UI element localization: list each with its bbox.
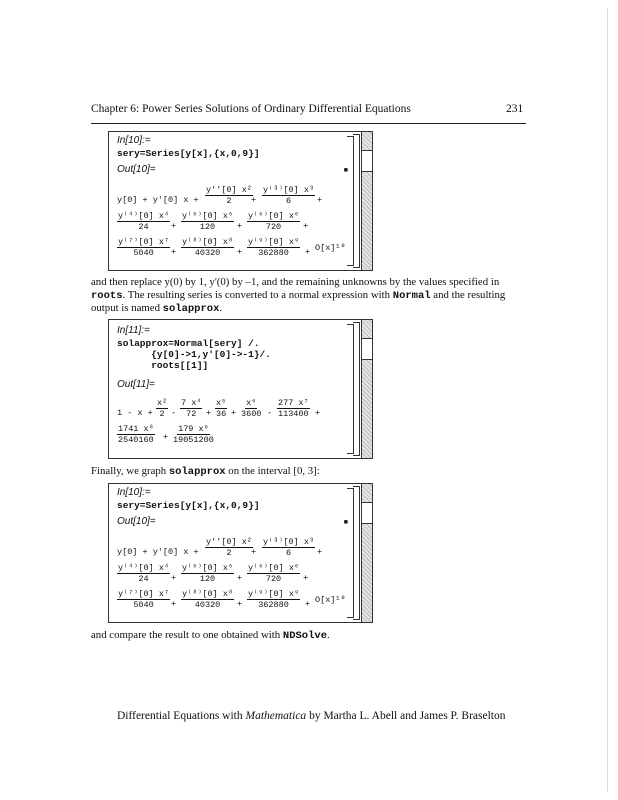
plus-sign: + [303, 573, 309, 583]
input-code-line-1[interactable]: solapprox=Normal[sery] /. [117, 338, 260, 349]
order-term: O[x]¹⁰ [315, 595, 346, 605]
term-denominator: 72 [186, 409, 197, 419]
plus-sign: + [237, 573, 243, 583]
group-bracket[interactable] [353, 486, 360, 620]
term-denominator: 720 [265, 222, 282, 232]
out-label: Out[10]= [117, 164, 156, 175]
code-normal: Normal [392, 289, 431, 302]
text-run: . [327, 629, 330, 641]
plus-sign: + [305, 599, 311, 609]
term-numerator: y⁽³⁾[0] x³ [263, 185, 315, 195]
term-numerator: x² [157, 398, 168, 408]
term-denominator: 2 [159, 409, 165, 419]
term-numerator: y⁽⁶⁾[0] x⁶ [248, 563, 300, 573]
term-numerator: 1741 x⁸ [118, 424, 154, 434]
term-denominator: 6 [285, 196, 292, 206]
order-term: O[x]¹⁰ [315, 243, 346, 253]
input-code[interactable]: sery=Series[y[x],{x,0,9}] [117, 500, 260, 511]
series-term [181, 563, 234, 584]
input-code-line-3[interactable]: roots[[1]] [117, 360, 209, 371]
term-numerator: y⁽⁴⁾[0] x⁴ [118, 211, 170, 221]
text-run: and the resulting output is named [91, 288, 506, 314]
plus-sign: + [171, 599, 177, 609]
term-numerator: y⁽⁶⁾[0] x⁶ [248, 211, 300, 221]
plus-sign: + [171, 573, 177, 583]
term-denominator: 113400 [278, 409, 309, 419]
plus-sign: + [231, 408, 237, 418]
term-numerator: y⁽⁸⁾[0] x⁸ [182, 589, 234, 599]
plus-sign: + [171, 221, 177, 231]
plus-sign: + [163, 432, 169, 442]
page-edge-line [607, 8, 608, 792]
term-numerator: x⁵ [216, 398, 227, 408]
series-term [247, 211, 300, 232]
series-term [247, 589, 300, 610]
page-number: 231 [506, 103, 524, 115]
term-denominator: 120 [199, 222, 216, 232]
code-roots: roots [91, 289, 123, 302]
series-term [181, 237, 234, 258]
term-numerator: y''[0] x² [206, 537, 252, 547]
series-term [205, 185, 253, 206]
minus-sign: - [171, 408, 177, 418]
plus-sign: + [315, 408, 321, 418]
plus-sign: + [237, 221, 243, 231]
series-term [181, 211, 234, 232]
series-term [262, 537, 315, 558]
series-term [277, 398, 310, 419]
code-ndsolve: NDSolve [282, 630, 327, 642]
notebook-cell-1[interactable] [108, 131, 373, 271]
series-term [262, 185, 315, 206]
plus-sign: + [171, 247, 177, 257]
code-solapprox: solapprox [168, 466, 226, 478]
series-term [181, 589, 234, 610]
term-denominator: 19051200 [173, 435, 214, 445]
group-bracket[interactable] [353, 134, 360, 268]
plus-sign: + [303, 221, 309, 231]
series-term [247, 237, 300, 258]
series-term [241, 398, 261, 419]
plus-sign: + [206, 408, 212, 418]
series-term [247, 563, 300, 584]
notebook-cell-2[interactable] [108, 319, 373, 459]
plus-sign: + [237, 247, 243, 257]
term-denominator: 6 [285, 548, 292, 558]
term-denominator: 720 [265, 574, 282, 584]
text-run: on the interval [0, 3]: [225, 465, 320, 477]
term-denominator: 5040 [133, 248, 154, 258]
code-solapprox: solapprox [162, 303, 220, 315]
cell-marker: ■ [343, 518, 348, 526]
term-numerator: y⁽⁷⁾[0] x⁷ [118, 589, 170, 599]
text-run: Finally, we graph [91, 465, 169, 477]
series-term [117, 211, 170, 232]
input-code-line-2[interactable]: {y[0]->1,y'[0]->-1}/. [117, 349, 271, 360]
term-denominator: 362880 [258, 248, 289, 258]
term-numerator: x⁶ [246, 398, 257, 408]
paragraph-1 [91, 276, 527, 316]
scrollbar-thumb[interactable] [362, 150, 372, 172]
series-term [173, 424, 214, 445]
term-denominator: 120 [199, 574, 216, 584]
plus-sign: + [317, 195, 323, 205]
input-code[interactable]: sery=Series[y[x],{x,0,9}] [117, 148, 260, 159]
term-numerator: y⁽⁹⁾[0] x⁹ [248, 237, 300, 247]
group-bracket[interactable] [353, 322, 360, 456]
paragraph-3 [91, 629, 527, 643]
term-numerator: 179 x⁹ [178, 424, 209, 434]
term-denominator: 24 [138, 574, 149, 584]
term-denominator: 2 [226, 548, 232, 558]
plus-sign: + [237, 599, 243, 609]
term-numerator: y⁽⁹⁾[0] x⁹ [248, 589, 300, 599]
term-numerator: y⁽⁵⁾[0] x⁵ [182, 211, 234, 221]
series-term [117, 424, 155, 445]
text-run: . [219, 302, 223, 314]
text-run: and then replace y(0) by 1, y'(0) by –1, and the remaining unknowns by the values specified in [91, 276, 500, 288]
term-numerator: y⁽³⁾[0] x³ [263, 537, 315, 547]
term-numerator: 7 x⁴ [181, 398, 202, 408]
text-run: Differential Equations with [117, 710, 246, 722]
term-denominator: 40320 [194, 600, 221, 610]
scrollbar-thumb[interactable] [362, 502, 372, 524]
header-rule [91, 123, 526, 124]
text-run: . The resulting series is converted to a normal expression with [122, 288, 393, 301]
series-term [205, 537, 253, 558]
running-footer [117, 710, 506, 722]
series-term [215, 398, 227, 419]
text-run: and compare the result to one obtained with [91, 629, 283, 641]
term-numerator: y⁽⁴⁾[0] x⁴ [118, 563, 170, 573]
term-numerator: y''[0] x² [206, 185, 252, 195]
term-denominator: 24 [138, 222, 149, 232]
scrollbar-thumb[interactable] [362, 338, 372, 360]
plus-sign: + [305, 247, 311, 257]
out-label: Out[10]= [117, 516, 156, 527]
term-denominator: 36 [216, 409, 227, 419]
series-lead: y[0] + y'[0] x + [117, 547, 199, 557]
plus-sign: + [251, 195, 257, 205]
series-term [117, 563, 170, 584]
notebook-cell-3[interactable] [108, 483, 373, 623]
series-lead: y[0] + y'[0] x + [117, 195, 199, 205]
term-numerator: 277 x⁷ [278, 398, 309, 408]
series-term [117, 589, 170, 610]
in-label: In[10]:= [117, 487, 151, 498]
paragraph-2 [91, 465, 527, 479]
running-header: Chapter 6: Power Series Solutions of Ordinary Differential Equations [91, 103, 411, 115]
term-denominator: 362880 [258, 600, 289, 610]
out-label: Out[11]= [117, 379, 155, 390]
term-denominator: 2540160 [118, 435, 154, 445]
cell-marker: ■ [343, 166, 348, 174]
in-label: In[11]:= [117, 325, 150, 336]
term-denominator: 40320 [194, 248, 221, 258]
text-run: by Martha L. Abell and James P. Braselton [306, 710, 506, 722]
minus-sign: - [267, 408, 273, 418]
term-denominator: 5040 [133, 600, 154, 610]
term-numerator: y⁽⁵⁾[0] x⁵ [182, 563, 234, 573]
plus-sign: + [317, 547, 323, 557]
series-term [180, 398, 202, 419]
term-numerator: y⁽⁸⁾[0] x⁸ [182, 237, 234, 247]
in-label: In[10]:= [117, 135, 151, 146]
plus-sign: + [251, 547, 257, 557]
solapprox-lead: 1 - x + [117, 408, 153, 418]
term-denominator: 3600 [241, 409, 262, 419]
series-term [117, 237, 170, 258]
text-run-italic: Mathematica [245, 710, 307, 722]
term-denominator: 2 [226, 196, 232, 206]
term-numerator: y⁽⁷⁾[0] x⁷ [118, 237, 170, 247]
series-term [156, 398, 168, 419]
